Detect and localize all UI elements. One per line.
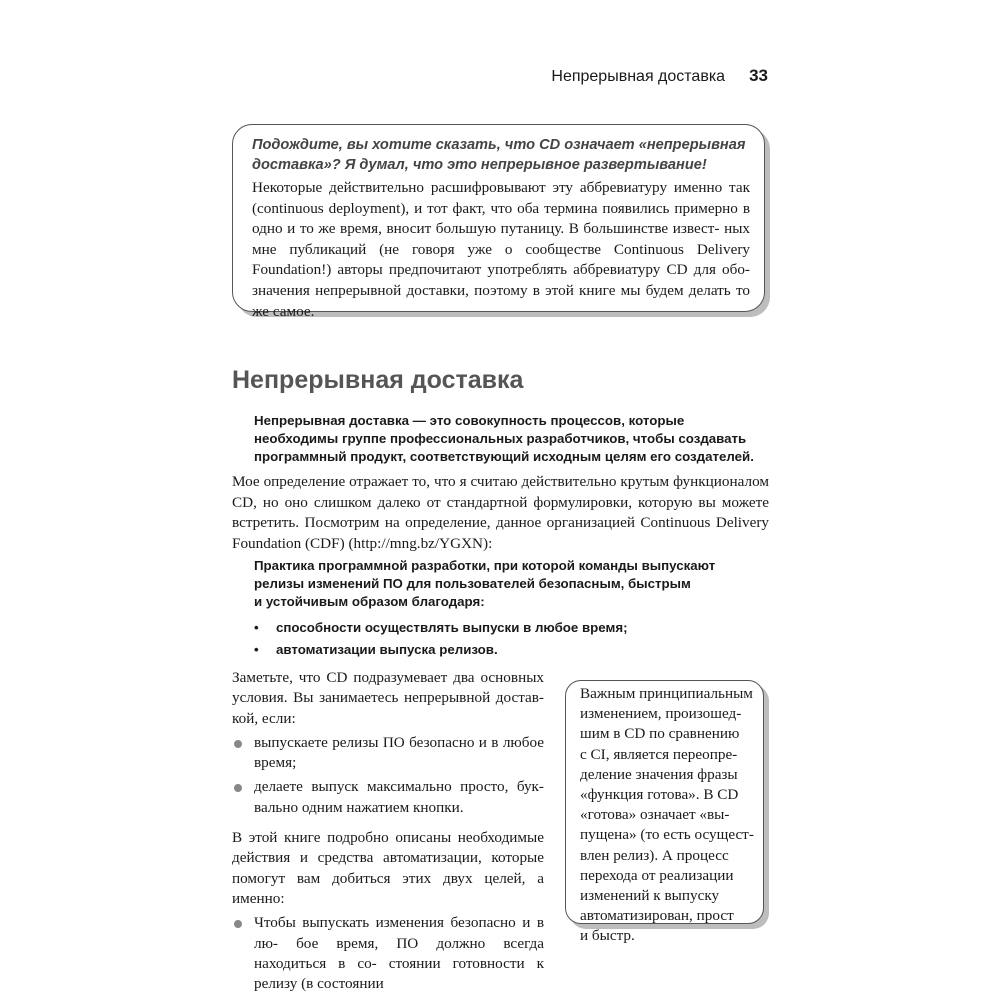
sidebar-note-box <box>565 680 764 945</box>
bullet-icon <box>234 920 242 928</box>
definition-line: Непрерывная доставка — это совокупность процессов, которые <box>254 413 685 428</box>
bullet-icon: • <box>254 642 259 657</box>
paragraph-line: встретить. Посмотрим на определение, данное организацией Continuous Delivery <box>232 514 769 532</box>
list-item-line: время; <box>254 754 297 772</box>
cdf-quote-line: и устойчивым образом благодаря: <box>254 594 485 609</box>
sidebar-note-line: «готова» означает «вы- <box>580 806 730 824</box>
cdf-definition-quote <box>254 557 774 663</box>
list-item-line: выпускаете релизы ПО безопасно и в любое <box>254 733 544 751</box>
sidebar-note-line: Важным принципиальным <box>580 685 753 702</box>
body-paragraph <box>232 472 769 554</box>
sidebar-note-line: влен релиз). А процесс <box>580 846 729 864</box>
definition-line: программный продукт, соответствующий исходным целям его создателей. <box>254 449 754 464</box>
cdf-bullet-text: автоматизации выпуска релизов. <box>276 642 498 657</box>
paragraph-line: В этой книге подробно описаны необходимые <box>232 829 544 847</box>
note-answer-line: в одно и то же время, вносит большую путаницу. В большинстве извест- <box>252 199 750 238</box>
sidebar-note-line: и быстр. <box>580 927 635 945</box>
sidebar-note-line: перехода от реализации <box>580 866 734 884</box>
paragraph-line: помогут вам добиться этих двух целей, а именно: <box>232 869 544 907</box>
bullet-icon <box>234 740 242 748</box>
bullet-icon <box>234 784 242 792</box>
intro-line: кой, если: <box>232 709 296 727</box>
paragraph-line: действия и средства автоматизации, которые <box>232 849 544 867</box>
paragraph-line: Foundation (CDF) (http://mng.bz/YGXN): <box>232 534 493 552</box>
note-box <box>232 124 765 320</box>
list-item-line: вально одним нажатием кнопки. <box>254 798 464 816</box>
intro-paragraph <box>232 668 544 729</box>
intro-line: Заметьте, что CD подразумевает два основных <box>232 669 544 686</box>
cdf-bullet-list <box>254 619 774 659</box>
list-item-line: Чтобы выпускать изменения безопасно и в лю- <box>254 914 544 952</box>
list-item <box>232 777 544 818</box>
left-column <box>232 668 544 998</box>
list-item-line: бое время, ПО должно всегда находиться в со- <box>254 934 545 972</box>
cdf-bullet-text: способности осуществлять выпуски в любое время; <box>276 620 628 635</box>
note-answer-line: ных мне публикаций (не говоря уже о сообществе Continuous Delivery <box>252 220 750 258</box>
goals-list <box>232 913 544 994</box>
sidebar-note-line: пущена» (то есть осущест- <box>580 826 754 844</box>
sidebar-note-line: шим в CD по сравнению <box>580 725 740 743</box>
running-head-title: Непрерывная доставка <box>551 68 726 85</box>
note-answer-line: то же самое. <box>252 281 750 320</box>
bullet-icon: • <box>254 620 259 635</box>
list-item <box>232 733 544 774</box>
cdf-quote-line: Практика программной разработки, при которой команды выпускают <box>254 558 716 573</box>
section-heading: Непрерывная доставка <box>232 366 524 394</box>
second-paragraph <box>232 828 544 909</box>
note-question <box>252 135 750 175</box>
note-answer-line: (continuous deployment), и тот факт, что оба термина появились примерно <box>252 199 738 217</box>
intro-line: условия. Вы занимаетесь непрерывной достав- <box>232 689 544 707</box>
list-item <box>232 913 544 994</box>
note-answer-line: Некоторые действительно расшифровывают эту аббревиатуру именно так <box>252 179 750 196</box>
sidebar-note-line: «функция готова». В CD <box>580 786 739 804</box>
cdf-quote-line: релизы изменений ПО для пользователей безопасным, быстрым <box>254 576 691 591</box>
note-answer <box>252 178 750 322</box>
definition-line: необходимы группе профессиональных разработчиков, чтобы создавать <box>254 431 747 446</box>
sidebar-note-line: деление значения фразы <box>580 765 738 783</box>
page-number: 33 <box>749 66 768 85</box>
note-answer-line: значения непрерывной доставки, поэтому в этой книге мы будем делать <box>252 281 731 299</box>
cdf-bullet-item <box>254 619 774 637</box>
cdf-bullet-item <box>254 641 774 659</box>
paragraph-line: Мое определение отражает то, что я считаю действительно крутым функционалом <box>232 473 769 490</box>
definition-quote <box>254 412 774 466</box>
conditions-list <box>232 733 544 818</box>
list-item-line: делаете выпуск максимально просто, бук- <box>254 778 544 796</box>
list-item-line: стоянии готовности к релизу (в состоянии <box>254 954 545 993</box>
note-answer-line: Foundation!) авторы предпочитают употреблять аббревиатуру CD для обо- <box>252 261 750 279</box>
sidebar-note-line: изменений к выпуску <box>580 887 720 905</box>
sidebar-note-line: изменением, произошед- <box>580 705 742 723</box>
sidebar-note-line: автоматизирован, прост <box>580 907 734 925</box>
paragraph-line: CD, но оно слишком далеко от стандартной формулировки, которую вы можете <box>232 493 769 511</box>
running-head <box>551 66 768 86</box>
note-question-line: Подождите, вы хотите сказать, что CD означает «непрерывная <box>252 137 746 153</box>
sidebar-note-line: с CI, является переопре- <box>580 745 738 763</box>
note-question-line: доставка»? Я думал, что это непрерывное развертывание! <box>252 157 707 173</box>
